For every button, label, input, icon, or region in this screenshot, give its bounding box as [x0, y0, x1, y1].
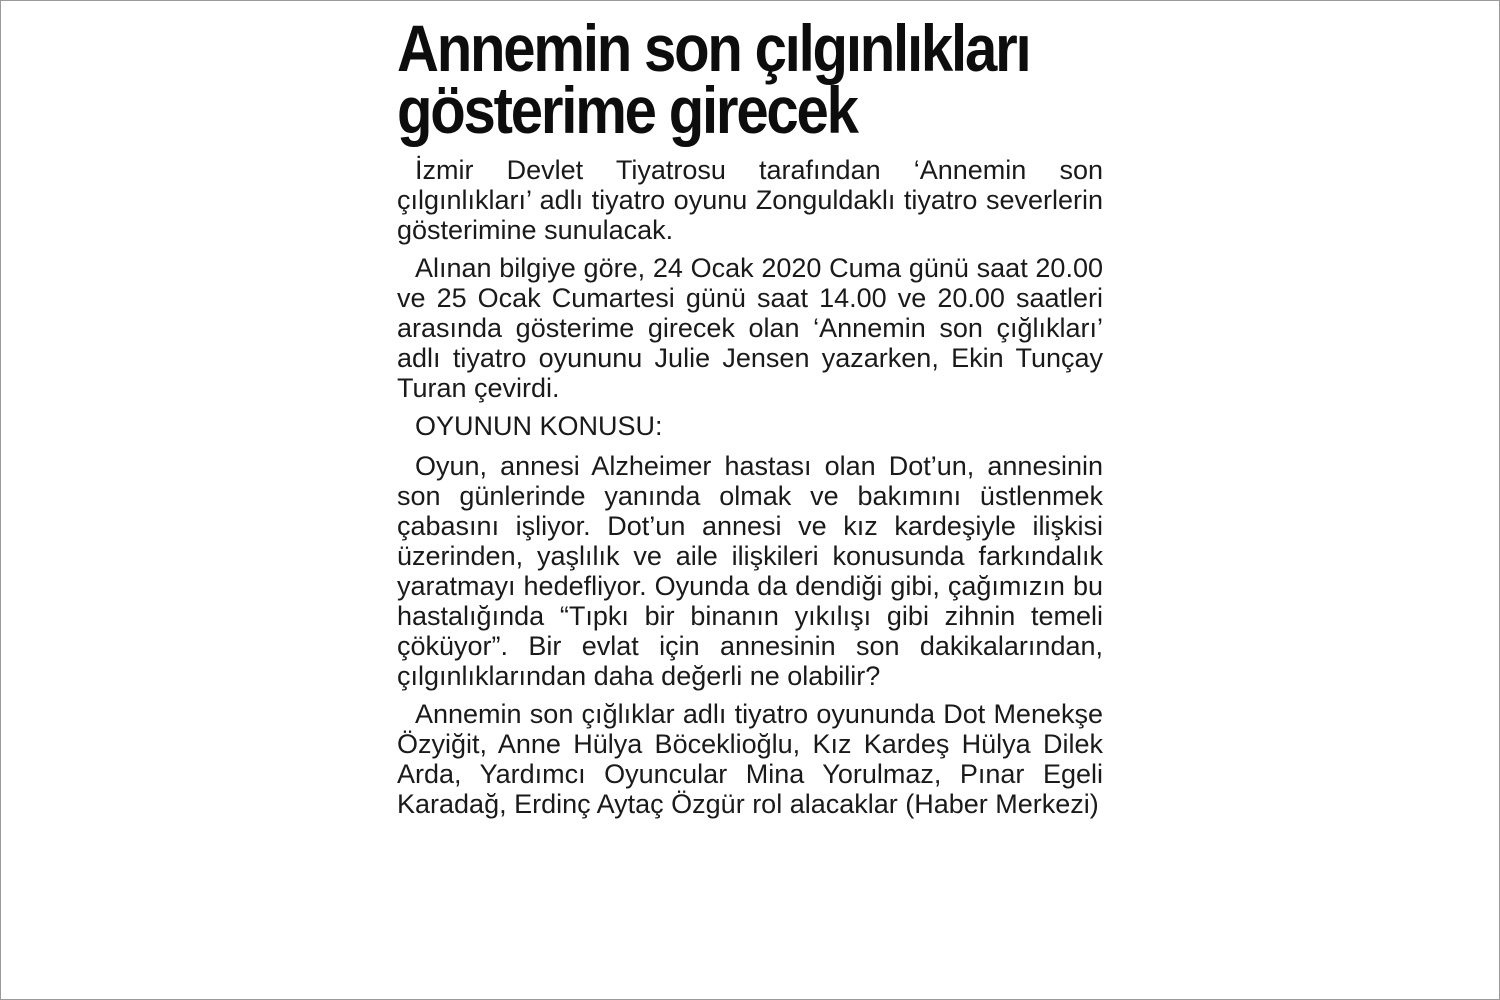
headline: [397, 11, 1103, 147]
paragraph-schedule: Alınan bilgiye göre, 24 Ocak 2020 Cuma günü saat 20.00 ve 25 Ocak Cumartesi günü saat 14.00 ve 20.00 saatleri arasında gösterime girecek olan ‘Annemin son çığlıkları’ adlı tiyatro oyununu Julie Jensen yazarken, Ekin Tunçay Turan çevirdi.: [397, 253, 1103, 403]
paragraph-cast: Annemin son çığlıklar adlı tiyatro oyununda Dot Menekşe Özyiğit, Anne Hülya Böceklioğlu, Kız Kardeş Hülya Dilek Arda, Yardımcı Oyuncular Mina Yorulmaz, Pınar Egeli Karadağ, Erdinç Aytaç Özgür rol alacaklar (Haber Merkezi): [397, 699, 1103, 819]
paragraph-plot: Oyun, annesi Alzheimer hastası olan Dot’un, annesinin son günlerinde yanında olmak ve bakımını üstlenmek çabasını işliyor. Dot’un annesi ve kız kardeşiyle ilişkisi üzerinden, yaşlılık ve aile ilişkileri konusunda farkındalık yaratmayı hedefliyor. Oyunda da dendiği gibi, çağımızın bu hastalığında “Tıpkı bir binanın yıkılışı gibi zihnin temeli çöküyor”. Bir evlat için annesinin son dakikalarından, çılgınlıklarından daha değerli ne olabilir?: [397, 451, 1103, 691]
headline-line-2: gösterime girecek: [397, 73, 857, 147]
news-article: [397, 11, 1103, 827]
article-body: [397, 155, 1103, 819]
paragraph-intro: İzmir Devlet Tiyatrosu tarafından ‘Annemin son çılgınlıkları’ adlı tiyatro oyunu Zonguldaklı tiyatro severlerin gösterimine sunulacak.: [397, 155, 1103, 245]
headline-line-1: Annemin son çılgınlıkları: [397, 11, 1030, 85]
section-heading: OYUNUN KONUSU:: [415, 411, 663, 441]
